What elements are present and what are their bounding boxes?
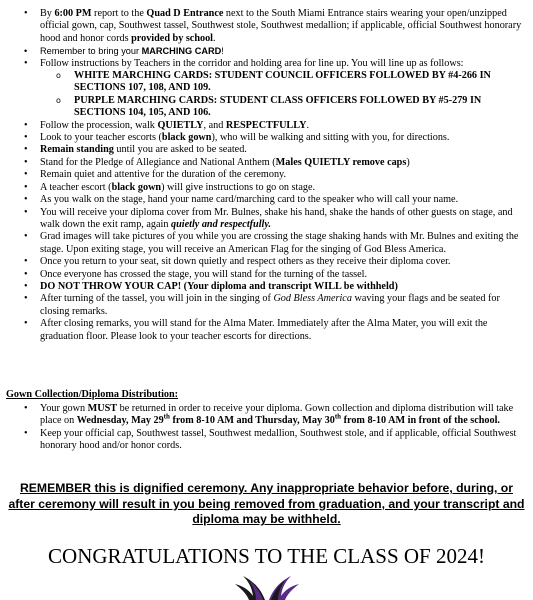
- text-run: Grad images will take pictures of you while you are crossing the stage shaking hands with Mr. Bulnes and exiting the stage. Upon exiting stage, you will receive an American Flag for the singing of God Bless America.: [40, 231, 519, 255]
- text-run: As you walk on the stage, hand your name card/marching card to the speaker who will call your name.: [40, 194, 459, 206]
- gown-item: [22, 403, 522, 428]
- instruction-item: [22, 8, 522, 45]
- text-run: Remain quiet and attentive for the duration of the ceremony.: [40, 169, 287, 181]
- text-run: Once everyone has crossed the stage, you will stand for the turning of the tassel.: [40, 268, 368, 280]
- remember-notice: REMEMBER this is dignified ceremony. Any inappropriate behavior before, during, or after ceremony will result in you being removed from graduation, and your transcript and diploma may be withheld.: [8, 481, 525, 527]
- gown-instruction-list: [22, 403, 522, 453]
- text-run: , and: [203, 119, 226, 131]
- text-run: ) will give instructions to go on stage.: [161, 181, 316, 193]
- instruction-list: [22, 8, 522, 343]
- instruction-item: [22, 182, 522, 194]
- text-run: report to the: [91, 8, 147, 19]
- lineup-item: o PURPLE MARCHING CARDS: STUDENT CLASS OFFICERS FOLLOWED BY #5-279 IN SECTIONS 104, 105, AND 106.: [40, 95, 522, 120]
- instruction-item: [22, 120, 522, 132]
- text-run: .: [213, 32, 216, 44]
- text-run: MARCHING CARD: [141, 46, 222, 57]
- text-run: Quad D Entrance: [146, 8, 224, 19]
- text-run: A teacher escort (: [40, 181, 112, 193]
- text-run: quietly and respectfully.: [171, 218, 272, 230]
- eagle-wings-icon: [225, 570, 309, 600]
- text-run: God Bless America: [273, 293, 352, 305]
- text-run: After turning of the tassel, you will join in the singing of: [40, 293, 274, 305]
- instruction-item: [22, 169, 522, 181]
- gown-item: [22, 428, 522, 453]
- instruction-item: [22, 318, 522, 343]
- instruction-item: [22, 269, 522, 281]
- text-run: RESPECTFULLY: [225, 119, 307, 131]
- text-run: Keep your official cap, Southwest tassel, Southwest medallion, Southwest stole, and if applicable, official Southwest honorary hood and/or honor cords.: [40, 427, 517, 452]
- text-run: Males QUIETLY remove caps: [275, 156, 407, 168]
- instruction-item: [22, 281, 522, 293]
- instruction-item: [22, 194, 522, 206]
- text-run: Follow the procession, walk: [40, 119, 158, 131]
- text-run: ), who will be walking and sitting with you, for directions.: [211, 132, 450, 144]
- lineup-list: [40, 70, 522, 120]
- text-run: Once you return to your seat, sit down quietly and respect others as they receive their diploma cover.: [40, 256, 451, 268]
- text-run: Stand for the Pledge of Allegiance and National Anthem (: [40, 156, 276, 168]
- instruction-item: [22, 157, 522, 169]
- text-run: !: [221, 46, 224, 57]
- lineup-item: o WHITE MARCHING CARDS: STUDENT COUNCIL OFFICERS FOLLOWED BY #4-266 IN SECTIONS 107, 108, AND 109.: [40, 70, 522, 95]
- instruction-item: [22, 132, 522, 144]
- instruction-item: [22, 207, 522, 232]
- text-run: be returned in order to receive your diploma. Gown collection and diploma distribution will take place on: [40, 403, 514, 427]
- text-run: next to the South Miami Entrance stairs wearing your open/unzipped official gown, cap, Southwest tassel, Southwest stole, Southwest medallion; if applicable, official Southwest honorary hood and honor cords: [40, 8, 522, 44]
- text-run: Your gown: [40, 403, 88, 414]
- text-run: black gown: [161, 132, 212, 144]
- text-run: 6:00 PM: [54, 8, 92, 19]
- text-run: Follow instructions by Teachers in the corridor and holding area for line up. You will line up as follows:: [40, 57, 464, 69]
- text-run: DO NOT THROW YOUR CAP! (Your diploma and transcript WILL be withheld): [40, 280, 398, 292]
- text-run: MUST: [87, 403, 118, 414]
- text-run: ): [406, 156, 410, 168]
- text-run: black gown: [111, 181, 162, 193]
- text-run: until you are asked to be seated.: [113, 144, 247, 156]
- text-run: from 8-10 AM in front of the school.: [341, 415, 500, 427]
- text-run: You will receive your diploma cover from Mr. Bulnes, shake his hand, shake the hands of other guests on stage, and walk down the exit ramp, again: [40, 206, 513, 230]
- text-run: Remember to bring your: [40, 46, 142, 57]
- text-run: .: [306, 119, 309, 131]
- congratulations-heading: CONGRATULATIONS TO THE CLASS OF 2024!: [48, 544, 485, 568]
- text-run: th: [334, 413, 342, 422]
- text-run: After closing remarks, you will stand for the Alma Mater. Immediately after the Alma Mater, you will exit the graduation floor. Please look to your teacher escorts for directions.: [40, 318, 488, 342]
- instruction-item: [22, 45, 522, 57]
- text-run: provided by school: [131, 32, 214, 44]
- text-run: from 8-10 AM and Thursday, May 30: [169, 415, 335, 427]
- instruction-item: [22, 293, 522, 318]
- instruction-item: [22, 58, 522, 120]
- text-run: By: [40, 8, 55, 19]
- instruction-item: [22, 231, 522, 256]
- text-run: th: [163, 413, 170, 422]
- text-run: waving your flags and be seated for closing remarks.: [40, 293, 500, 317]
- instruction-item: [22, 256, 522, 268]
- text-run: QUIETLY: [157, 119, 204, 131]
- gown-section-heading: Gown Collection/Diploma Distribution:: [6, 389, 179, 400]
- text-run: Wednesday, May 29: [76, 415, 164, 427]
- text-run: Look to your teacher escorts (: [40, 132, 162, 144]
- instruction-item: [22, 144, 522, 156]
- text-run: Remain standing: [40, 144, 114, 156]
